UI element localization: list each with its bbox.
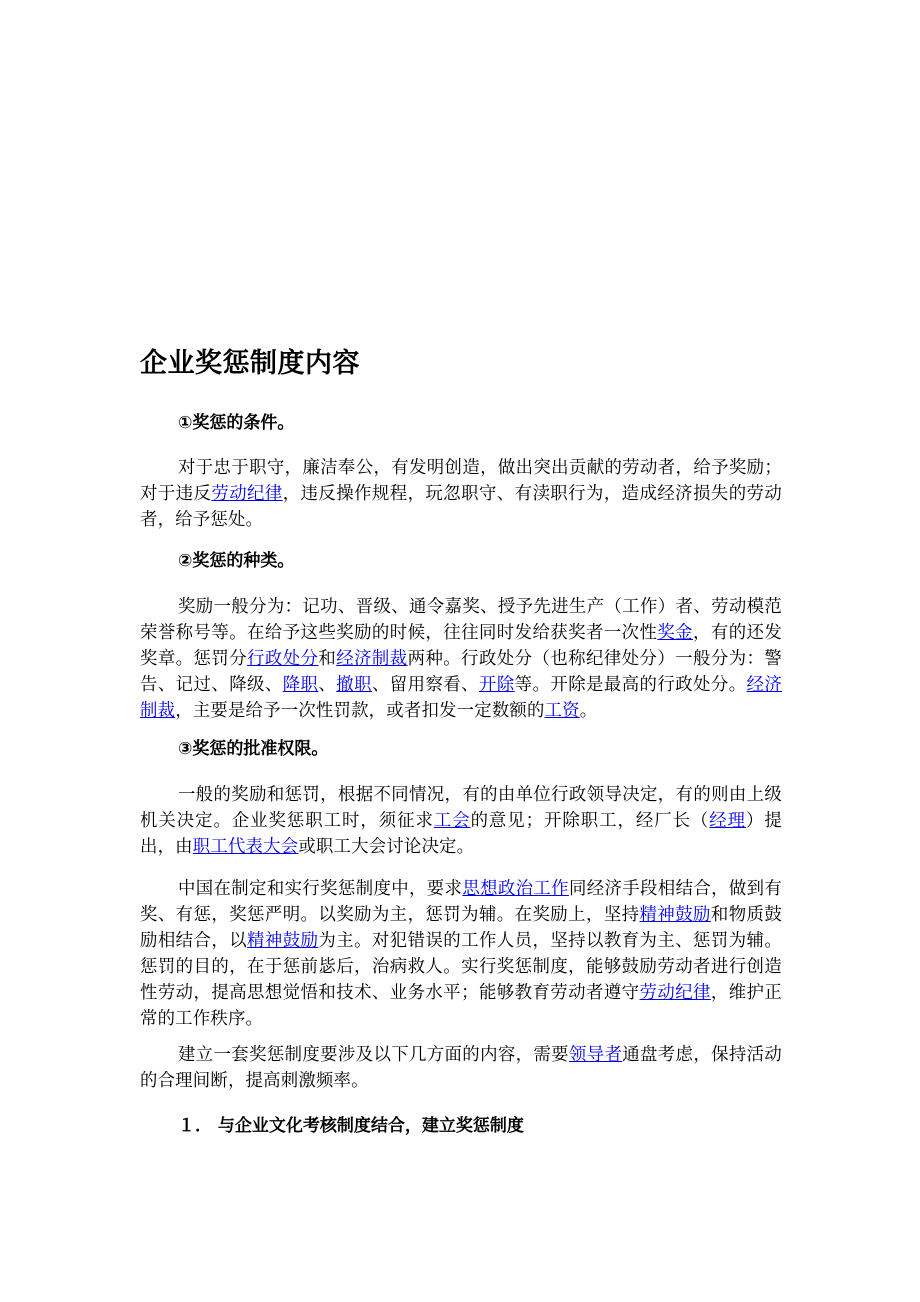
paragraph-text: 或职工大会讨论决定。 (298, 837, 475, 857)
paragraph-text: 两种。行政处分（也称纪律处分）一般分为：警告、记过、降级、 (140, 649, 782, 695)
inline-link[interactable]: 思想政治工作 (462, 879, 569, 899)
section-heading-types: ②奖惩的种类。 (178, 551, 295, 571)
inline-link[interactable]: 经济制裁 (140, 675, 783, 721)
inline-link[interactable]: 开除 (478, 675, 515, 695)
inline-link[interactable]: 经理 (709, 811, 747, 831)
paragraph-text: 为主。对犯错误的工作人员，坚持以教育为主、惩罚为辅。惩罚的目的，在于惩前毖后，治病救人。实行奖惩制度，能够鼓励劳动者进行创造性劳动，提高思想觉悟和技术、业务水平；能够教育劳动者遵守 (140, 931, 782, 1003)
inline-link[interactable]: 精神鼓励 (247, 931, 319, 951)
paragraph-text: ）提出，由 (140, 811, 782, 857)
paragraph-text: 和物质鼓励相结合，以 (140, 905, 782, 951)
paragraph-text: 和 (318, 649, 337, 669)
paragraph-text: 、留用察看、 (371, 675, 479, 695)
page-title: 企业奖惩制度内容 (140, 348, 360, 379)
paragraph-conditions (140, 455, 782, 533)
paragraph-text: 。 (579, 701, 598, 721)
paragraph-text: 对于忠于职守，廉洁奉公，有发明创造，做出突出贡献的劳动者，给予奖励；对于违反 (140, 458, 782, 504)
inline-link[interactable]: 职工代表大会 (192, 837, 299, 857)
paragraph-authority (140, 782, 782, 860)
paragraph-text: 建立一套奖惩制度要涉及以下几方面的内容，需要 (178, 1045, 569, 1065)
inline-link[interactable]: 劳动纪律 (211, 484, 283, 504)
inline-link[interactable]: 工资 (544, 701, 580, 721)
section-heading-conditions: ①奖惩的条件。 (178, 413, 295, 433)
paragraph-text: 、 (318, 675, 337, 695)
paragraph-system-setup (140, 1042, 782, 1094)
inline-link[interactable]: 精神鼓励 (639, 905, 711, 925)
inline-link[interactable]: 经济制裁 (336, 649, 408, 669)
inline-link[interactable]: 行政处分 (247, 649, 319, 669)
paragraph-text: 的意见；开除职工，经厂长（ (470, 811, 710, 831)
inline-link[interactable]: 领导者 (568, 1045, 623, 1065)
paragraph-text: 奖励一般分为：记功、晋级、通令嘉奖、授予先进生产（工作）者、劳动模范荣誉称号等。在给予这些奖励的时候，往往同时发给获奖者一次性 (140, 597, 782, 643)
paragraph-principles (140, 876, 782, 1032)
paragraph-text: ，维护正常的工作秩序。 (140, 983, 782, 1029)
paragraph-text: ，有的还发奖章。惩罚分 (140, 623, 782, 669)
paragraph-text: 一般的奖励和惩罚，根据不同情况，有的由单位行政领导决定，有的则由上级机关决定。企业奖惩职工时，须征求 (140, 785, 782, 831)
paragraph-text: ，主要是给予一次性罚款，或者扣发一定数额的 (175, 701, 545, 721)
paragraph-text: ，违反操作规程，玩忽职守、有渎职行为，造成经济损失的劳动者，给予惩处。 (140, 484, 782, 530)
paragraph-text: 同经济手段相结合，做到有奖、有惩，奖惩严明。以奖励为主，惩罚为辅。在奖励上，坚持 (140, 879, 783, 925)
paragraph-text: 等。开除是最高的行政处分。 (514, 675, 747, 695)
section-heading-culture: １． 与企业文化考核制度结合，建立奖惩制度 (178, 1116, 524, 1136)
section-heading-authority: ③奖惩的批准权限。 (178, 739, 329, 759)
inline-link[interactable]: 奖金 (657, 623, 694, 643)
inline-link[interactable]: 工会 (433, 811, 471, 831)
paragraph-text: 通盘考虑，保持活动的合理间断，提高刺激频率。 (140, 1045, 782, 1091)
paragraph-types (140, 594, 782, 724)
inline-link[interactable]: 劳动纪律 (639, 983, 711, 1003)
inline-link[interactable]: 降职 (282, 675, 319, 695)
inline-link[interactable]: 撤职 (336, 675, 372, 695)
paragraph-text: 中国在制定和实行奖惩制度中，要求 (178, 879, 463, 899)
